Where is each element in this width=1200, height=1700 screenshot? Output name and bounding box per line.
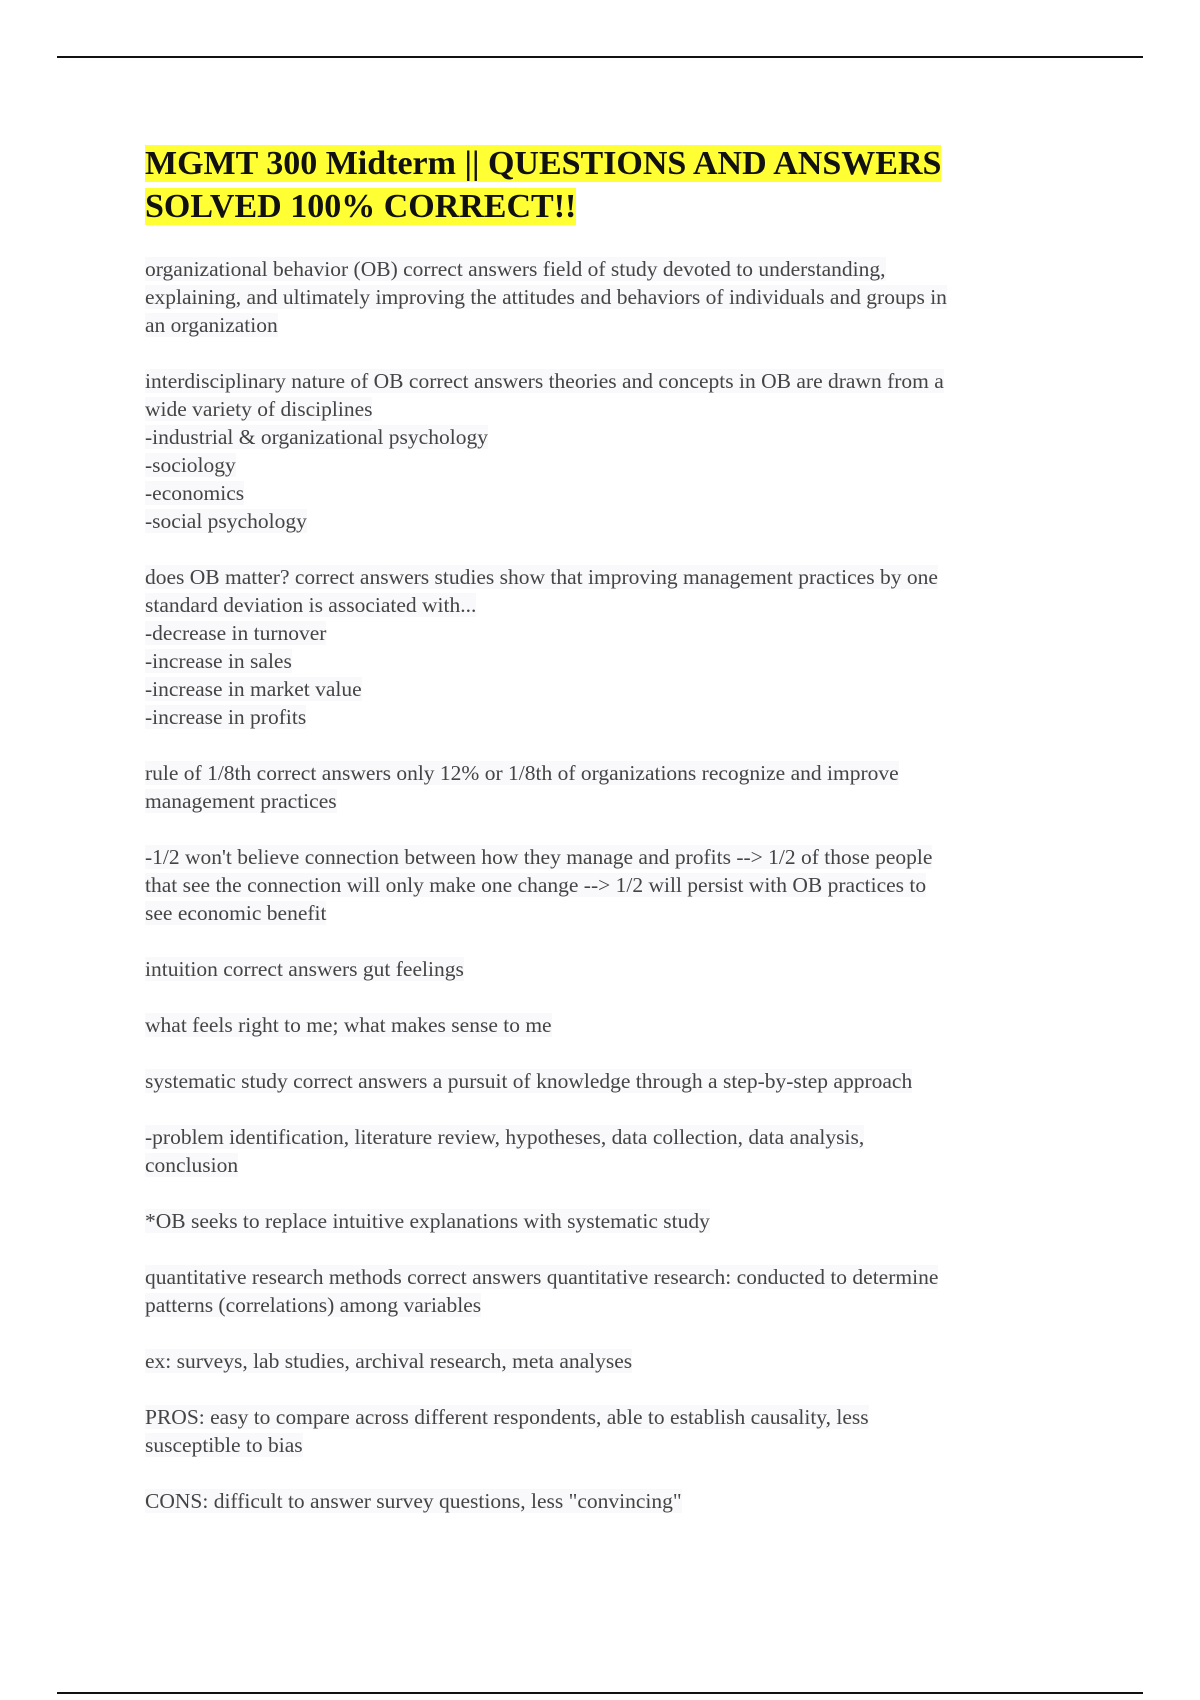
text-line-content: ex: surveys, lab studies, archival research, meta analyses (145, 1349, 633, 1373)
paragraph (145, 759, 1065, 815)
text-line-content: what feels right to me; what makes sense to me (145, 1013, 552, 1037)
text-line-content: management practices (145, 789, 337, 813)
text-line (145, 703, 1065, 731)
document-body (145, 255, 1065, 1543)
text-line (145, 1291, 1065, 1319)
text-line (145, 451, 1065, 479)
paragraph (145, 367, 1065, 535)
paragraph (145, 1263, 1065, 1319)
footer-rule (57, 1692, 1143, 1694)
text-line (145, 899, 1065, 927)
text-line (145, 563, 1065, 591)
text-line (145, 1151, 1065, 1179)
text-line-content: susceptible to bias (145, 1433, 303, 1457)
text-line (145, 479, 1065, 507)
text-line-content: interdisciplinary nature of OB correct answers theories and concepts in OB are drawn from a (145, 369, 944, 393)
text-line-content: organizational behavior (OB) correct answers field of study devoted to understanding, (145, 257, 886, 281)
paragraph (145, 255, 1065, 339)
text-line-content: intuition correct answers gut feelings (145, 957, 464, 981)
title-line-1: MGMT 300 Midterm || QUESTIONS AND ANSWERS (145, 145, 942, 182)
text-line-content: standard deviation is associated with... (145, 593, 477, 617)
text-line (145, 675, 1065, 703)
text-line (145, 395, 1065, 423)
text-line-content: conclusion (145, 1153, 239, 1177)
paragraph (145, 1123, 1065, 1179)
text-line (145, 591, 1065, 619)
text-line (145, 759, 1065, 787)
text-line-content: an organization (145, 313, 278, 337)
text-line (145, 311, 1065, 339)
text-line-content: patterns (correlations) among variables (145, 1293, 482, 1317)
text-line (145, 871, 1065, 899)
text-line (145, 1067, 1065, 1095)
text-line (145, 507, 1065, 535)
text-line-content: systematic study correct answers a pursuit of knowledge through a step-by-step approach (145, 1069, 913, 1093)
header-rule (57, 56, 1143, 58)
text-line (145, 1207, 1065, 1235)
title-line-2: SOLVED 100% CORRECT!! (145, 188, 577, 225)
text-line-content: explaining, and ultimately improving the attitudes and behaviors of individuals and groups in (145, 285, 947, 309)
text-line (145, 423, 1065, 451)
text-line-content: *OB seeks to replace intuitive explanations with systematic study (145, 1209, 710, 1233)
text-line-content: -sociology (145, 453, 236, 477)
paragraph (145, 1011, 1065, 1039)
text-line (145, 647, 1065, 675)
text-line-content: CONS: difficult to answer survey questions, less "convincing" (145, 1489, 682, 1513)
text-line (145, 1263, 1065, 1291)
text-line-content: does OB matter? correct answers studies show that improving management practices by one (145, 565, 938, 589)
text-line (145, 1347, 1065, 1375)
paragraph (145, 955, 1065, 983)
document-title (145, 142, 1105, 228)
text-line-content: -social psychology (145, 509, 307, 533)
text-line (145, 367, 1065, 395)
paragraph (145, 843, 1065, 927)
text-line (145, 1123, 1065, 1151)
text-line (145, 283, 1065, 311)
text-line-content: PROS: easy to compare across different respondents, able to establish causality, less (145, 1405, 869, 1429)
text-line (145, 843, 1065, 871)
text-line-content: -increase in profits (145, 705, 307, 729)
text-line (145, 1487, 1065, 1515)
text-line-content: quantitative research methods correct answers quantitative research: conducted to determine (145, 1265, 939, 1289)
text-line-content: -increase in market value (145, 677, 362, 701)
text-line-content: that see the connection will only make one change --> 1/2 will persist with OB practices to (145, 873, 927, 897)
text-line (145, 955, 1065, 983)
text-line (145, 1403, 1065, 1431)
text-line (145, 619, 1065, 647)
paragraph (145, 1207, 1065, 1235)
paragraph (145, 1347, 1065, 1375)
text-line-content: see economic benefit (145, 901, 327, 925)
text-line-content: -1/2 won't believe connection between how they manage and profits --> 1/2 of those people (145, 845, 933, 869)
text-line-content: -industrial & organizational psychology (145, 425, 488, 449)
paragraph (145, 563, 1065, 731)
text-line (145, 1431, 1065, 1459)
text-line (145, 255, 1065, 283)
text-line (145, 1011, 1065, 1039)
paragraph (145, 1487, 1065, 1515)
text-line (145, 787, 1065, 815)
text-line-content: rule of 1/8th correct answers only 12% or 1/8th of organizations recognize and improve (145, 761, 899, 785)
text-line-content: wide variety of disciplines (145, 397, 373, 421)
paragraph (145, 1403, 1065, 1459)
text-line-content: -economics (145, 481, 245, 505)
paragraph (145, 1067, 1065, 1095)
text-line-content: -increase in sales (145, 649, 292, 673)
text-line-content: -decrease in turnover (145, 621, 327, 645)
text-line-content: -problem identification, literature review, hypotheses, data collection, data analysis, (145, 1125, 865, 1149)
